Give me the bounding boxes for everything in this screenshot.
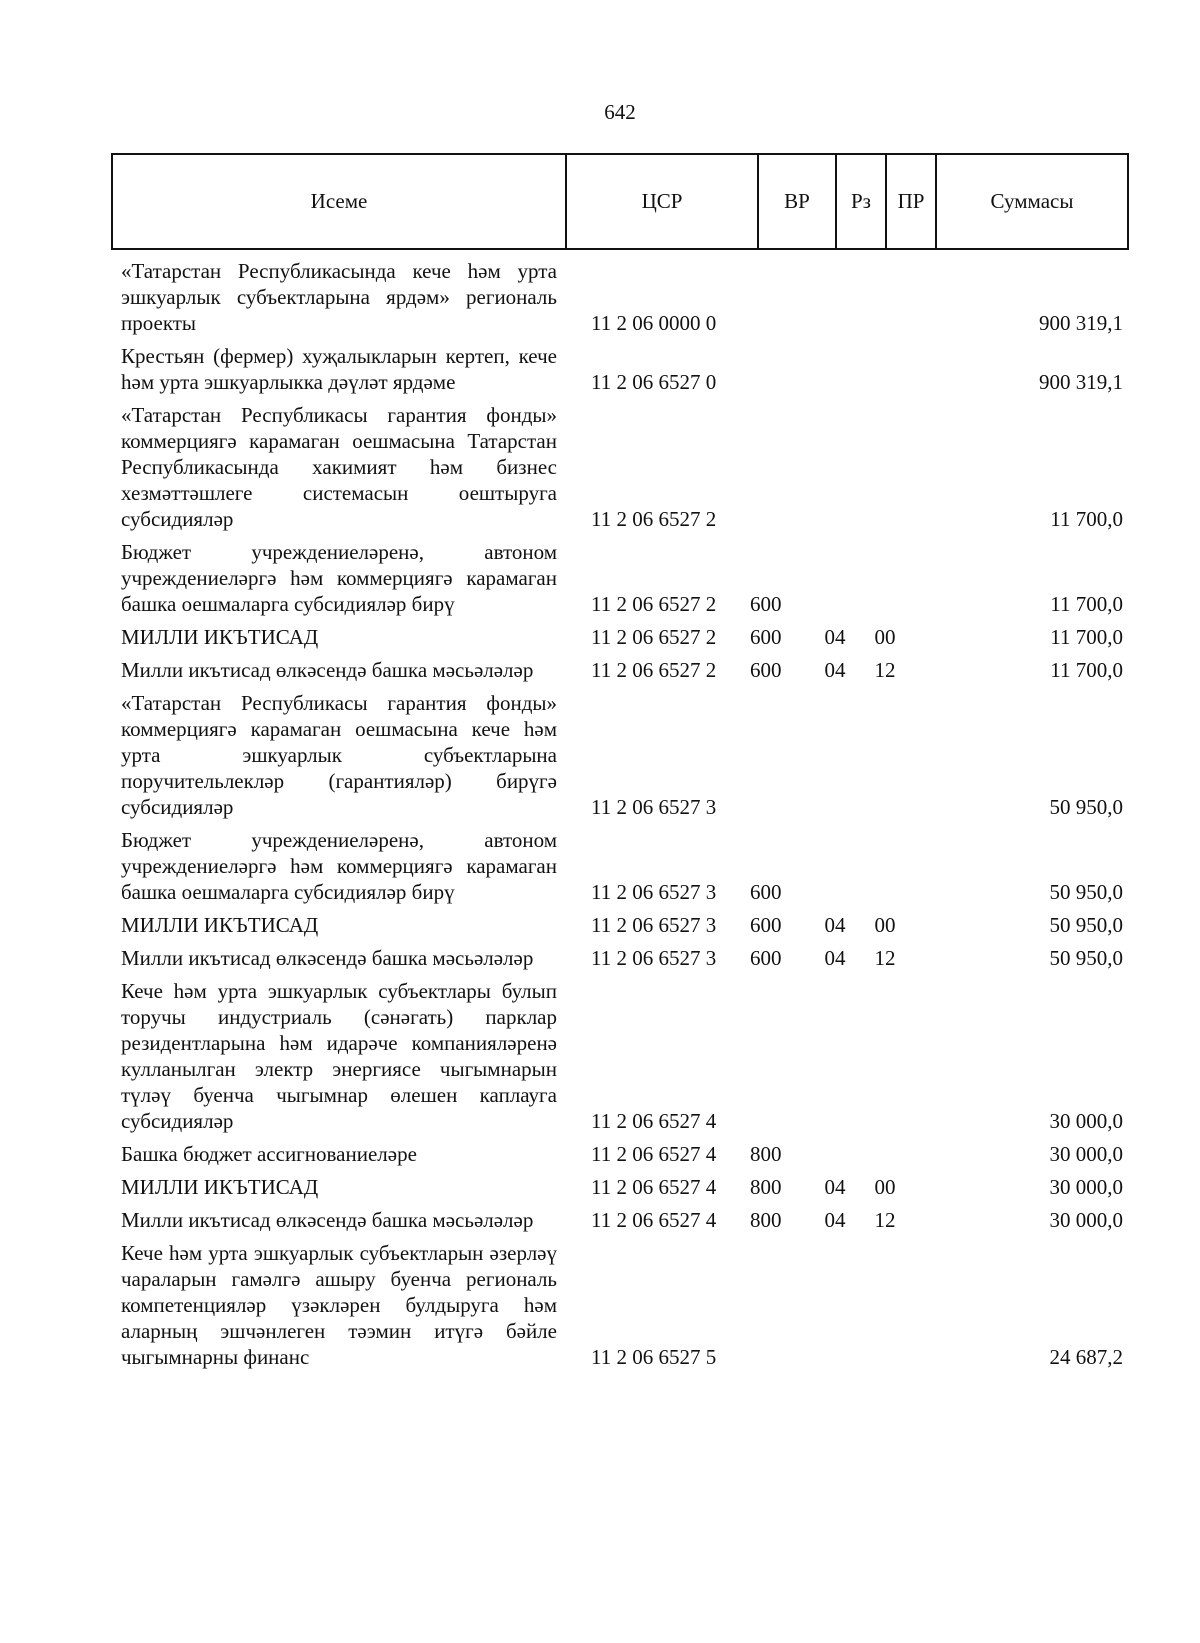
row-rz: 04 — [824, 658, 846, 682]
row-name: Башка бюджет ассигнованиеләре — [121, 1142, 417, 1166]
row-sum: 11 700,0 — [1050, 507, 1123, 531]
row-name: «Татарстан Республикасы гарантия фонды» коммерциягә карамаган оешмасына Татарстан Республикасында хакимият һәм бизнес хезмәттәшлеге системасын оештыруга субсидияләр — [121, 403, 557, 531]
table-row — [121, 978, 1123, 1134]
row-csr: 11 2 06 6527 2 — [591, 507, 717, 531]
row-csr: 11 2 06 6527 3 — [591, 795, 717, 819]
table-row — [121, 1240, 1123, 1370]
row-csr: 11 2 06 6527 4 — [591, 1175, 717, 1199]
row-sum: 11 700,0 — [1050, 625, 1123, 649]
row-csr: 11 2 06 6527 3 — [591, 913, 717, 937]
row-rz: 04 — [824, 625, 846, 649]
table-row — [121, 657, 1123, 683]
row-vr: 600 — [750, 625, 782, 649]
row-sum: 900 319,1 — [1039, 370, 1123, 394]
page-number: 642 — [604, 100, 636, 124]
row-sum: 30 000,0 — [1049, 1109, 1123, 1133]
row-csr: 11 2 06 6527 4 — [591, 1142, 717, 1166]
row-name: Крестьян (фермер) хуҗалыкларын кертеп, кече һәм урта эшкуарлыкка дәүләт ярдәме — [121, 344, 557, 394]
row-csr: 11 2 06 6527 3 — [591, 946, 717, 970]
row-vr: 600 — [750, 913, 782, 937]
row-rz: 04 — [824, 1208, 846, 1232]
row-name: «Татарстан Республикасында кече һәм урта эшкуарлык субъектларына ярдәм» региональ проекты — [121, 259, 557, 335]
table-row — [121, 539, 1123, 617]
header-sum: Суммасы — [990, 189, 1074, 213]
row-name: Бюджет учреждениеләренә, автоном учреждениеләргә һәм коммерциягә карамаган башка оешмаларга субсидияләр бирү — [121, 540, 557, 616]
row-pr: 00 — [874, 1175, 896, 1199]
row-name: МИЛЛИ ИКЪТИСАД — [121, 1175, 319, 1199]
row-vr: 600 — [750, 880, 782, 904]
row-name: МИЛЛИ ИКЪТИСАД — [121, 625, 319, 649]
row-pr: 00 — [874, 913, 896, 937]
row-sum: 900 319,1 — [1039, 311, 1123, 335]
row-name: Милли икътисад өлкәсендә башка мәсьәләләр — [121, 1208, 534, 1232]
header-vr: ВР — [759, 155, 837, 248]
header-csr: ЦСР — [567, 155, 759, 248]
row-name: МИЛЛИ ИКЪТИСАД — [121, 913, 319, 937]
table-row — [121, 258, 1123, 336]
row-vr: 800 — [750, 1175, 782, 1199]
row-csr: 11 2 06 0000 0 — [591, 311, 717, 335]
table-row — [121, 912, 1123, 938]
table-row — [121, 827, 1123, 905]
row-csr: 11 2 06 6527 5 — [591, 1345, 717, 1369]
row-sum: 50 950,0 — [1049, 913, 1123, 937]
table-row — [121, 1174, 1123, 1200]
row-name: Кече һәм урта эшкуарлык субъектлары булып торучы индустриаль (сәнәгать) парклар резидентларына һәм идарәче компанияләренә кулланылган электр энергиясе чыгымнарын түләү буенча чыгымнар өлешен каплауга субсидияләр — [121, 979, 557, 1133]
row-sum: 11 700,0 — [1050, 658, 1123, 682]
row-sum: 30 000,0 — [1049, 1175, 1123, 1199]
row-sum: 11 700,0 — [1050, 592, 1123, 616]
header-rz: Рз — [837, 155, 887, 248]
row-pr: 12 — [874, 658, 896, 682]
row-rz: 04 — [824, 1175, 846, 1199]
row-sum: 30 000,0 — [1049, 1142, 1123, 1166]
row-vr: 600 — [750, 592, 782, 616]
row-name: Милли икътисад өлкәсендә башка мәсьәләләр — [121, 658, 534, 682]
row-csr: 11 2 06 6527 2 — [591, 658, 717, 682]
table-row — [121, 1207, 1123, 1233]
row-name: Кече һәм урта эшкуарлык субъектларын әзерләү чараларын гамәлгә ашыру буенча региональ компетенцияләр үзәкләрен булдыруга һәм аларның эшчәнлеген тәэмин итүгә бәйле чыгымнарны финанс — [121, 1241, 557, 1369]
row-csr: 11 2 06 6527 3 — [591, 880, 717, 904]
table-header — [111, 153, 1129, 250]
row-csr: 11 2 06 6527 2 — [591, 592, 717, 616]
table-row — [121, 690, 1123, 820]
table-body — [121, 258, 1123, 1377]
row-csr: 11 2 06 6527 4 — [591, 1109, 717, 1133]
table-row — [121, 624, 1123, 650]
row-rz: 04 — [824, 913, 846, 937]
row-sum: 24 687,2 — [1049, 1345, 1123, 1369]
row-name: Милли икътисад өлкәсендә башка мәсьәләләр — [121, 946, 534, 970]
row-sum: 50 950,0 — [1049, 795, 1123, 819]
header-pr: ПР — [887, 155, 937, 248]
table-row — [121, 343, 1123, 395]
row-vr: 600 — [750, 658, 782, 682]
row-sum: 30 000,0 — [1049, 1208, 1123, 1232]
row-name: «Татарстан Республикасы гарантия фонды» коммерциягә карамаган оешмасына кече һәм урта эшкуарлык субъектларына поручительлекләр (гарантияләр) бирүгә субсидияләр — [121, 691, 557, 819]
row-vr: 600 — [750, 946, 782, 970]
table-row — [121, 402, 1123, 532]
row-pr: 00 — [874, 625, 896, 649]
row-pr: 12 — [874, 946, 896, 970]
row-csr: 11 2 06 6527 4 — [591, 1208, 717, 1232]
row-rz: 04 — [824, 946, 846, 970]
row-sum: 50 950,0 — [1049, 946, 1123, 970]
row-csr: 11 2 06 6527 2 — [591, 625, 717, 649]
row-csr: 11 2 06 6527 0 — [591, 370, 717, 394]
table-row — [121, 1141, 1123, 1167]
header-name: Исеме — [113, 155, 567, 248]
row-name: Бюджет учреждениеләренә, автоном учреждениеләргә һәм коммерциягә карамаган башка оешмаларга субсидияләр бирү — [121, 828, 557, 904]
row-vr: 800 — [750, 1142, 782, 1166]
row-vr: 800 — [750, 1208, 782, 1232]
row-sum: 50 950,0 — [1049, 880, 1123, 904]
row-pr: 12 — [874, 1208, 896, 1232]
table-row — [121, 945, 1123, 971]
